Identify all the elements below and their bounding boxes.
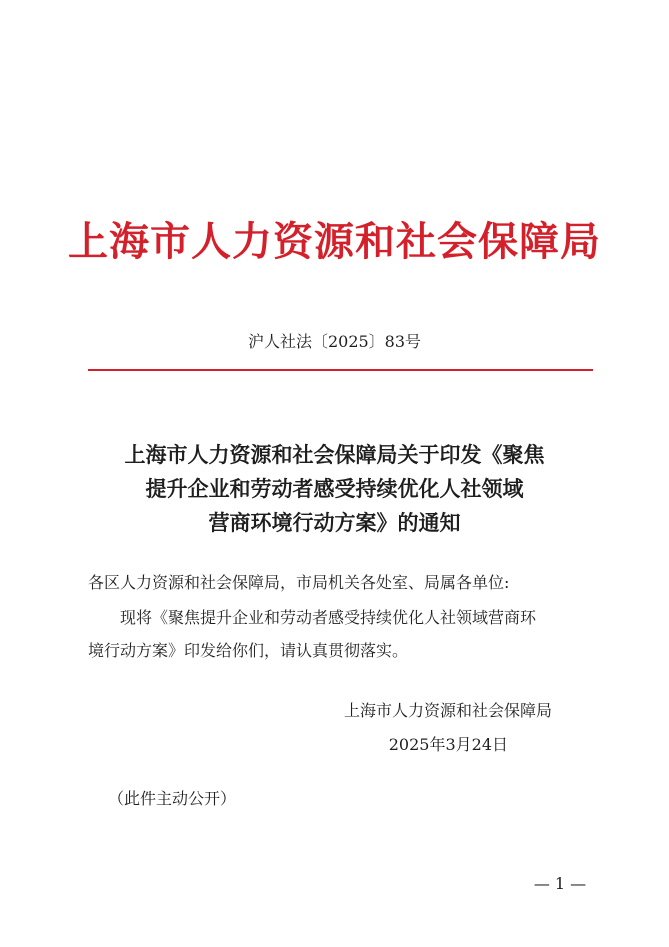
title-line-1: 上海市人力资源和社会保障局关于印发《聚焦 <box>124 442 545 467</box>
agency-header: 上海市人力资源和社会保障局 <box>68 218 601 265</box>
body-line-2: 境行动方案》印发给你们，请认真贯彻落实。 <box>88 641 409 660</box>
document-number: 沪人社法〔2025〕83号 <box>247 332 422 351</box>
red-divider-line <box>88 369 593 371</box>
body-line-1: 现将《聚焦提升企业和劳动者感受持续优化人社领域营商环 <box>120 608 537 627</box>
title-line-2: 提升企业和劳动者感受持续优化人社领域 <box>145 476 524 501</box>
page-number: — 1 — <box>533 874 587 893</box>
disclosure-note: （此件主动公开） <box>108 789 237 808</box>
signature-block <box>300 694 560 762</box>
body-paragraph <box>88 601 598 667</box>
signature-date: 2025年3月24日 <box>388 735 508 754</box>
document-title <box>80 438 589 540</box>
addressee: 各区人力资源和社会保障局，市局机关各处室、局属各单位: <box>88 573 510 592</box>
title-line-3: 营商环境行动方案》的通知 <box>208 510 461 535</box>
signature-org: 上海市人力资源和社会保障局 <box>343 701 552 720</box>
